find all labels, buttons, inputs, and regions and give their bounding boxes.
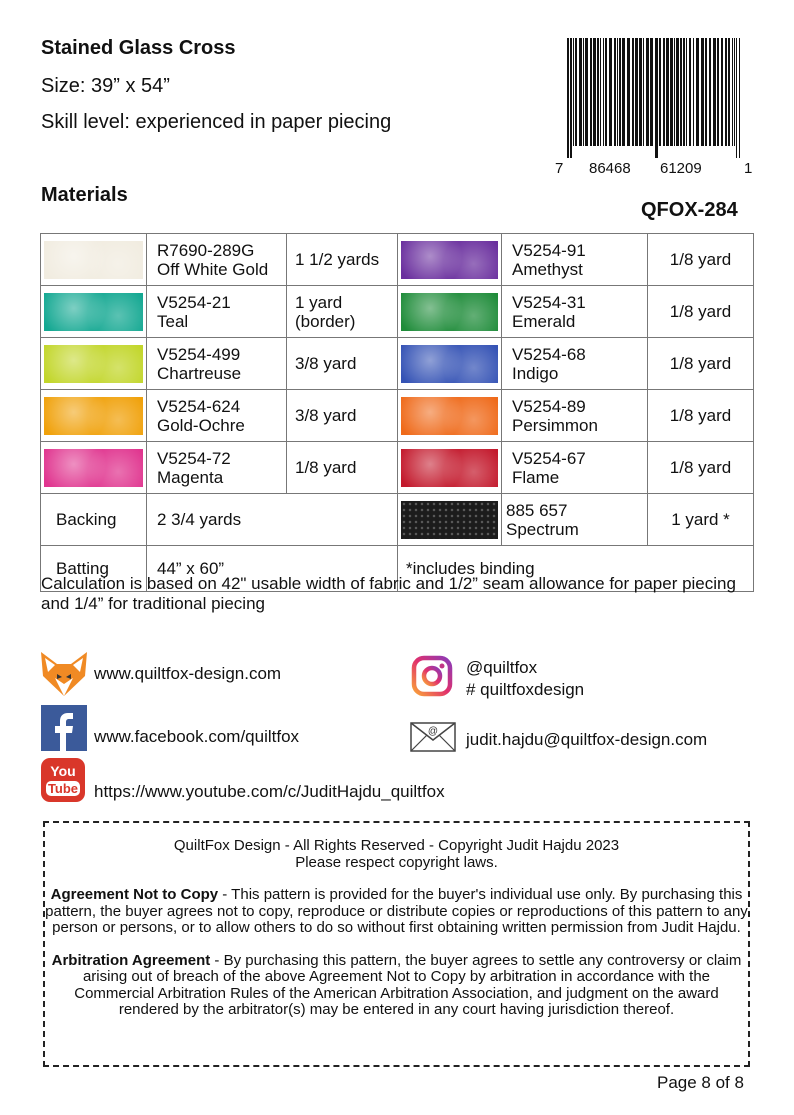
barcode-bar <box>575 38 577 146</box>
barcode-bar <box>683 38 685 146</box>
barcode-bar <box>680 38 682 146</box>
fabric-swatch-fill <box>401 293 498 331</box>
pattern-title: Stained Glass Cross <box>41 37 236 59</box>
instagram-icon <box>411 655 453 697</box>
materials-table <box>40 233 754 592</box>
fabric-swatch-fill <box>44 345 143 383</box>
backing-qty: 2 3/4 yards <box>147 494 398 546</box>
fabric-info <box>502 234 648 286</box>
fabric-qty: 1 yard (border) <box>287 286 398 338</box>
backing-fabric-code: 885 657 <box>506 500 568 520</box>
barcode-bar <box>609 38 612 146</box>
pattern-size: Size: 39” x 54” <box>41 75 170 97</box>
barcode-bar <box>670 38 673 146</box>
barcode-bar <box>643 38 644 146</box>
email-link[interactable]: judit.hajdu@quiltfox-design.com <box>466 730 708 749</box>
fabric-code: V5254-68 <box>512 344 586 364</box>
fabric-swatch <box>41 234 147 286</box>
batting-label: Batting <box>41 546 147 592</box>
barcode-bar <box>666 38 669 146</box>
barcode-bar <box>635 38 638 146</box>
fabric-qty: 3/8 yard <box>287 390 398 442</box>
fabric-qty: 1/8 yard <box>648 338 754 390</box>
barcode-bar <box>721 38 723 146</box>
fabric-row <box>41 234 754 286</box>
fabric-swatch-fill <box>44 241 143 279</box>
fabric-code: V5254-31 <box>512 292 586 312</box>
barcode-bar <box>617 38 618 146</box>
agreement-paragraph <box>45 887 748 937</box>
fabric-name: Emerald <box>512 311 576 331</box>
copyright-line: QuiltFox Design - All Rights Reserved - Copyright Judit Hajdu 2023 <box>173 837 620 854</box>
fabric-code: V5254-67 <box>512 448 586 468</box>
arbitration-text: - By purchasing this pattern, the buyer agrees to settle any controversy or claim arising out of breach of the above Agreement Not to Copy by arbitration in accordance with the Commercial Arbitration Rules of the American Arbitration Association, and judgment on the award rendered by the arbitrator(s) may be entered in any court having jurisdiction thereof. <box>74 951 742 1018</box>
respect-copyright-line: Please respect copyright laws. <box>295 853 498 871</box>
arbitration-title: Arbitration Agreement <box>51 951 211 969</box>
svg-text:@: @ <box>427 726 439 737</box>
barcode-bar <box>619 38 621 146</box>
fabric-name: Chartreuse <box>157 363 242 383</box>
agreement-text: - This pattern is provided for the buyer's individual use only. By purchasing this pattern, the buyer agrees not to copy, reproduce or distribute copies or reproductions of this pattern to any person or persons, or to allow others to do so without first obtaining written permission from Judit Hajdu. <box>45 886 748 936</box>
barcode-bar <box>728 38 730 146</box>
barcode-bar <box>717 38 719 146</box>
barcode-bar <box>639 38 642 146</box>
barcode-bar <box>585 38 588 146</box>
barcode-bar <box>659 38 661 146</box>
fabric-swatch-fill <box>44 293 143 331</box>
barcode-bar <box>736 38 737 158</box>
barcode <box>565 38 745 158</box>
fabric-info <box>147 234 287 286</box>
calculation-note: Calculation is based on 42" usable width of fabric and 1/2” seam allowance for paper piecing and 1/4” for traditional piecing <box>41 574 736 613</box>
barcode-bar <box>696 38 699 146</box>
fabric-qty: 1/8 yard <box>648 286 754 338</box>
fabric-code: V5254-91 <box>512 240 586 260</box>
barcode-bar <box>600 38 601 146</box>
skill-level: Skill level: experienced in paper piecing <box>41 111 392 133</box>
fabric-swatch-fill <box>44 449 143 487</box>
fabric-swatch <box>41 286 147 338</box>
barcode-bar <box>734 38 735 146</box>
fabric-swatch <box>398 234 502 286</box>
backing-fabric <box>502 494 648 546</box>
barcode-bar <box>701 38 704 146</box>
fabric-qty: 1/8 yard <box>648 442 754 494</box>
fabric-name: Flame <box>512 467 560 487</box>
barcode-digit-left: 86468 <box>589 160 631 177</box>
fabric-info <box>502 390 648 442</box>
barcode-bar <box>632 38 634 146</box>
fabric-swatch-fill <box>401 241 498 279</box>
arbitration-paragraph <box>45 953 748 1019</box>
barcode-bar <box>732 38 733 146</box>
barcode-bar <box>570 38 572 158</box>
barcode-bar <box>650 38 653 146</box>
barcode-bar <box>713 38 716 146</box>
legal-notice <box>43 821 750 1067</box>
fabric-info <box>147 338 287 390</box>
barcode-bar <box>655 38 658 158</box>
fabric-code: V5254-499 <box>157 344 241 364</box>
barcode-bar <box>573 38 574 146</box>
youtube-link[interactable]: https://www.youtube.com/c/JuditHajdu_quiltfox <box>94 782 445 801</box>
materials-heading: Materials <box>41 184 128 206</box>
barcode-bar <box>622 38 625 146</box>
agreement-title: Agreement Not to Copy <box>50 886 219 903</box>
barcode-bar <box>693 38 694 146</box>
fabric-name: Amethyst <box>512 259 583 279</box>
instagram-handle[interactable]: @quiltfox <box>466 658 538 677</box>
barcode-bar <box>705 38 707 146</box>
backing-row <box>41 494 754 546</box>
email-icon <box>410 722 456 752</box>
fabric-swatch <box>41 338 147 390</box>
fabric-info <box>147 390 287 442</box>
fabric-code: V5254-21 <box>157 292 231 312</box>
fabric-swatch <box>41 442 147 494</box>
barcode-bar <box>627 38 630 146</box>
barcode-bar <box>663 38 665 146</box>
barcode-bar <box>597 38 599 146</box>
fabric-name: Persimmon <box>512 415 598 435</box>
instagram-hashtag[interactable]: # quiltfoxdesign <box>466 680 585 699</box>
fabric-swatch <box>398 442 502 494</box>
barcode-bar <box>709 38 711 146</box>
fabric-code: R7690-289G <box>157 240 255 260</box>
fabric-qty: 1/8 yard <box>648 390 754 442</box>
backing-fabric-qty: 1 yard * <box>648 494 754 546</box>
barcode-bar <box>605 38 607 146</box>
barcode-bar <box>567 38 569 158</box>
backing-fabric-name: Spectrum <box>506 519 579 539</box>
barcode-bar <box>579 38 582 146</box>
copyright-block <box>45 838 748 871</box>
fabric-row <box>41 442 754 494</box>
barcode-bar <box>674 38 675 146</box>
fabric-swatch <box>398 286 502 338</box>
fabric-name: Teal <box>157 311 189 331</box>
fabric-swatch-fill <box>401 345 498 383</box>
barcode-bar <box>603 38 604 146</box>
fabric-swatch <box>398 390 502 442</box>
fabric-qty: 1 1/2 yards <box>287 234 398 286</box>
barcode-bar <box>614 38 616 146</box>
barcode-bar <box>676 38 679 146</box>
fabric-name: Magenta <box>157 467 224 487</box>
fabric-qty: 3/8 yard <box>287 338 398 390</box>
fabric-name: Gold-Ochre <box>157 415 245 435</box>
batting-qty: 44” x 60” <box>147 546 398 592</box>
fabric-row <box>41 338 754 390</box>
fabric-info <box>502 286 648 338</box>
fabric-code: V5254-624 <box>157 396 241 416</box>
barcode-digit-first: 7 <box>555 160 564 177</box>
barcode-bar <box>689 38 691 146</box>
fabric-swatch <box>41 390 147 442</box>
spectrum-swatch <box>401 501 498 539</box>
website-link[interactable]: www.quiltfox-design.com <box>94 664 282 683</box>
page-number: Page 8 of 8 <box>657 1073 744 1092</box>
barcode-bar <box>739 38 740 158</box>
barcode-bar <box>590 38 592 146</box>
fox-logo-icon <box>41 652 87 696</box>
barcode-bar <box>686 38 687 146</box>
youtube-logo-tube: Tube <box>47 781 79 796</box>
barcode-bar <box>725 38 727 146</box>
fabric-info <box>147 286 287 338</box>
fabric-info <box>147 442 287 494</box>
fabric-name: Indigo <box>512 363 559 383</box>
fabric-swatch-fill <box>401 397 498 435</box>
fabric-code: V5254-89 <box>512 396 586 416</box>
fabric-row <box>41 390 754 442</box>
youtube-logo-you: You <box>50 763 76 779</box>
binding-note: *includes binding <box>398 546 754 592</box>
pattern-code: QFOX-284 <box>641 199 738 221</box>
fabric-row <box>41 286 754 338</box>
backing-label: Backing <box>41 494 147 546</box>
barcode-digit-right: 61209 <box>660 160 702 177</box>
fabric-info <box>502 442 648 494</box>
youtube-icon <box>41 758 85 802</box>
barcode-bar <box>593 38 596 146</box>
fabric-code: V5254-72 <box>157 448 231 468</box>
barcode-bar <box>646 38 649 146</box>
fabric-swatch <box>398 338 502 390</box>
facebook-link[interactable]: www.facebook.com/quiltfox <box>94 727 300 746</box>
barcode-digit-last: 1 <box>744 160 753 177</box>
facebook-icon <box>41 705 87 751</box>
fabric-swatch-fill <box>44 397 143 435</box>
fabric-qty: 1/8 yard <box>648 234 754 286</box>
backing-swatch <box>398 494 502 546</box>
fabric-name: Off White Gold <box>157 259 269 279</box>
fabric-qty: 1/8 yard <box>287 442 398 494</box>
fabric-swatch-fill <box>401 449 498 487</box>
barcode-bar <box>583 38 584 146</box>
fabric-info <box>502 338 648 390</box>
